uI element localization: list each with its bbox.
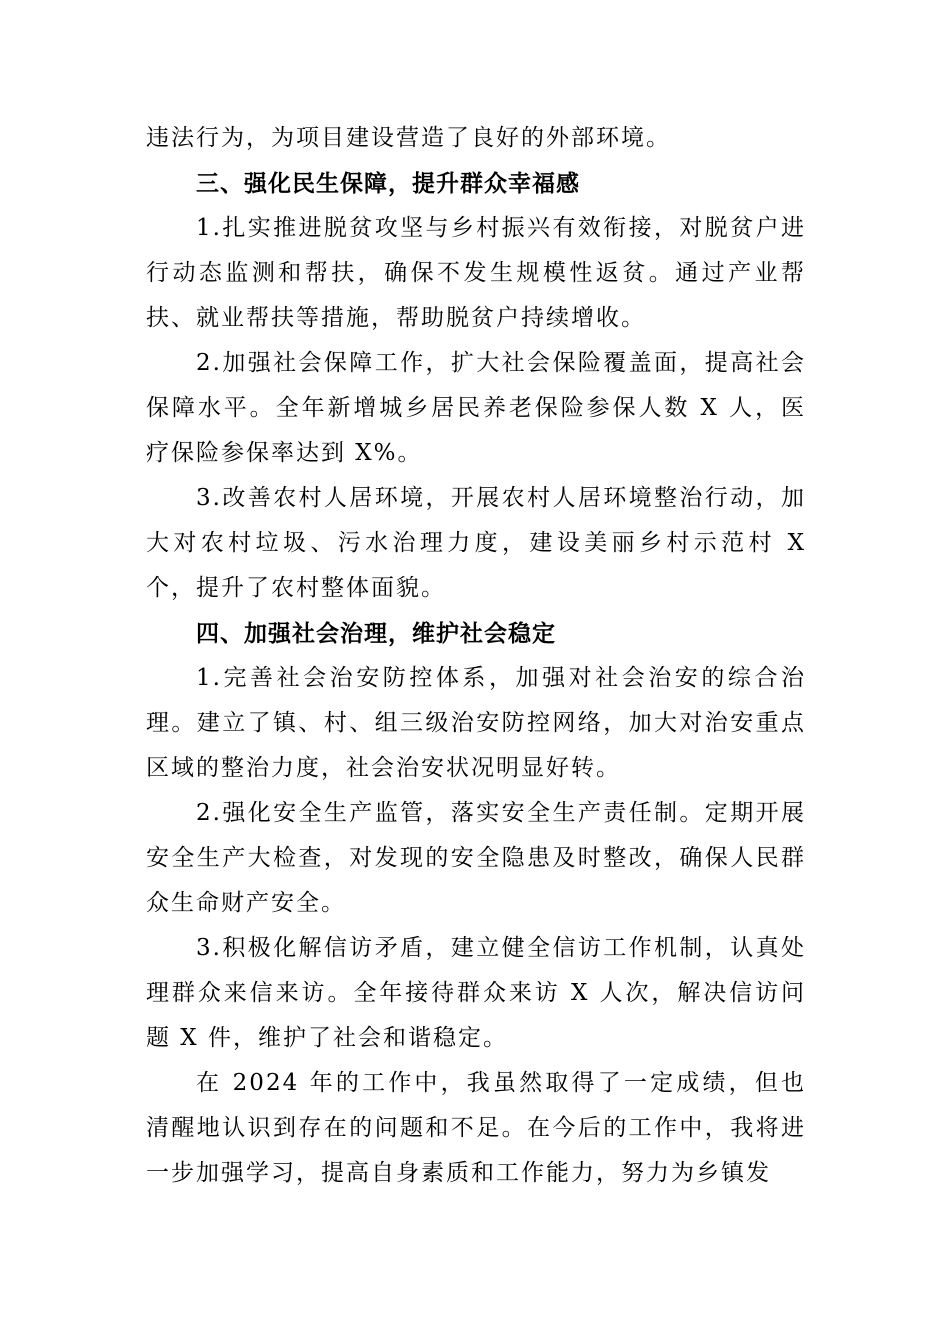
section-heading-4: 四、加强社会治理，维护社会稳定 — [196, 620, 556, 647]
paragraph-conclusion: 在 2024 年的工作中，我虽然取得了一定成绩，但也清醒地认识到存在的问题和不足。在今后的工作中，我将进一步加强学习，提高自身素质和工作能力，努力为乡镇发 — [146, 1070, 806, 1186]
paragraph-4-1: 1.完善社会治安防控体系，加强对社会治安的综合治理。建立了镇、村、组三级治安防控网络，加大对治安重点区域的整治力度，社会治安状况明显好转。 — [146, 665, 806, 781]
paragraph-3-3: 3.改善农村人居环境，开展农村人居环境整治行动，加大对农村垃圾、污水治理力度，建设美丽乡村示范村 X 个，提升了农村整体面貌。 — [146, 485, 806, 601]
section-heading-3: 三、强化民生保障，提升群众幸福感 — [196, 170, 580, 197]
paragraph-3-1: 1.扎实推进脱贫攻坚与乡村振兴有效衔接，对脱贫户进行动态监测和帮扶，确保不发生规模性返贫。通过产业帮扶、就业帮扶等措施，帮助脱贫户持续增收。 — [146, 215, 806, 331]
paragraph-4-3: 3.积极化解信访矛盾，建立健全信访工作机制，认真处理群众来信来访。全年接待群众来访 X 人次，解决信访问题 X 件，维护了社会和谐稳定。 — [146, 935, 806, 1051]
paragraph-continuation: 违法行为，为项目建设营造了良好的外部环境。 — [146, 125, 671, 151]
paragraph-4-2: 2.强化安全生产监管，落实安全生产责任制。定期开展安全生产大检查，对发现的安全隐患及时整改，确保人民群众生命财产安全。 — [146, 800, 806, 916]
paragraph-3-2: 2.加强社会保障工作，扩大社会保险覆盖面，提高社会保障水平。全年新增城乡居民养老保险参保人数 X 人，医疗保险参保率达到 X%。 — [146, 350, 806, 466]
document-body — [146, 116, 806, 1196]
